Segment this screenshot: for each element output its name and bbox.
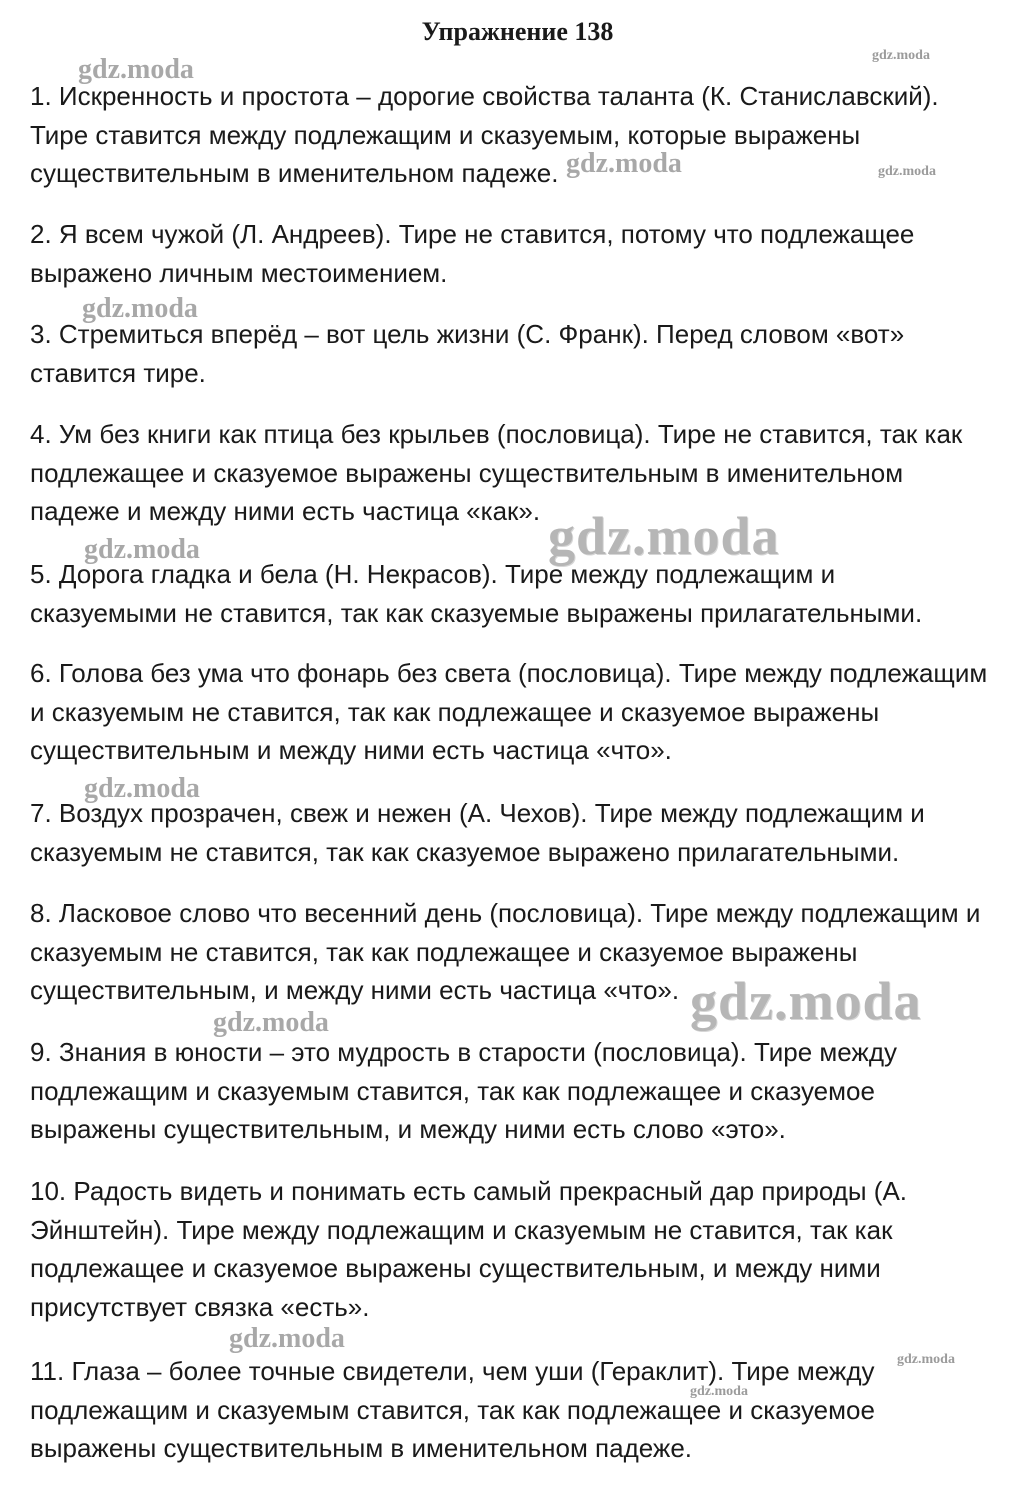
exercise-item-9: 9. Знания в юности – это мудрость в старости (пословица). Тире между подлежащим и сказуемым ставится, так как подлежащее и сказуемое выражены существительным, и между ними есть слово «это». [30,1037,897,1145]
exercise-item-5: 5. Дорога гладка и бела (Н. Некрасов). Тире между подлежащим и сказуемыми не ставится, так как сказуемые выражены прилагательными. [30,559,923,628]
watermark: gdz.moda [84,534,200,565]
exercise-item-8: 8. Ласковое слово что весенний день (пословица). Тире между подлежащим и сказуемым не ставится, так как подлежащее и сказуемое выражены существительным, и между ними есть частица «что». [30,898,981,1006]
exercise-item-11: 11. Глаза – более точные свидетели, чем уши (Гераклит). Тире между подлежащим и сказуемым ставится, так как подлежащее и сказуемое выражены существительным в именительном падеже. [30,1356,875,1464]
watermark: gdz.moda [82,293,198,324]
watermark: gdz.moda [690,971,922,1031]
exercise-item-2: 2. Я всем чужой (Л. Андреев). Тире не ставится, потому что подлежащее выражено личным местоимением. [30,219,915,288]
watermark: gdz.moda [213,1007,329,1038]
exercise-item-3: 3. Стремиться вперёд – вот цель жизни (С. Франк). Перед словом «вот» ставится тире. [30,319,905,388]
watermark: gdz.moda [566,148,682,179]
watermark: gdz.moda [690,1384,748,1399]
watermark: gdz.moda [878,164,936,179]
watermark: gdz.moda [897,1352,955,1367]
exercise-item-4: 4. Ум без книги как птица без крыльев (пословица). Тире не ставится, так как подлежащее и сказуемое выражены существительным в именительном падеже и между ними есть частица «как». [30,419,963,527]
watermark: gdz.moda [548,506,780,566]
exercise-item-7: 7. Воздух прозрачен, свеж и нежен (А. Чехов). Тире между подлежащим и сказуемым не ставится, так как сказуемое выражено прилагательными. [30,798,925,867]
exercise-title: Упражнение 138 [421,17,614,46]
exercise-item-10: 10. Радость видеть и понимать есть самый прекрасный дар природы (А. Эйнштейн). Тире между подлежащим и сказуемым не ставится, так как подлежащее и сказуемое выражены существительным, и между ними присутствует связка «есть». [30,1176,908,1322]
watermark: gdz.moda [84,773,200,804]
watermark: gdz.moda [229,1323,345,1354]
watermark: gdz.moda [78,54,194,85]
watermark: gdz.moda [872,48,930,63]
exercise-item-6: 6. Голова без ума что фонарь без света (пословица). Тире между подлежащим и сказуемым не ставится, так как подлежащее и сказуемое выражены существительным и между ними есть частица «что». [30,658,988,766]
exercise-item-1: 1. Искренность и простота – дорогие свойства таланта (К. Станиславский). Тире ставится между подлежащим и сказуемым, которые выражены существительным в именительном падеже. [30,81,939,189]
